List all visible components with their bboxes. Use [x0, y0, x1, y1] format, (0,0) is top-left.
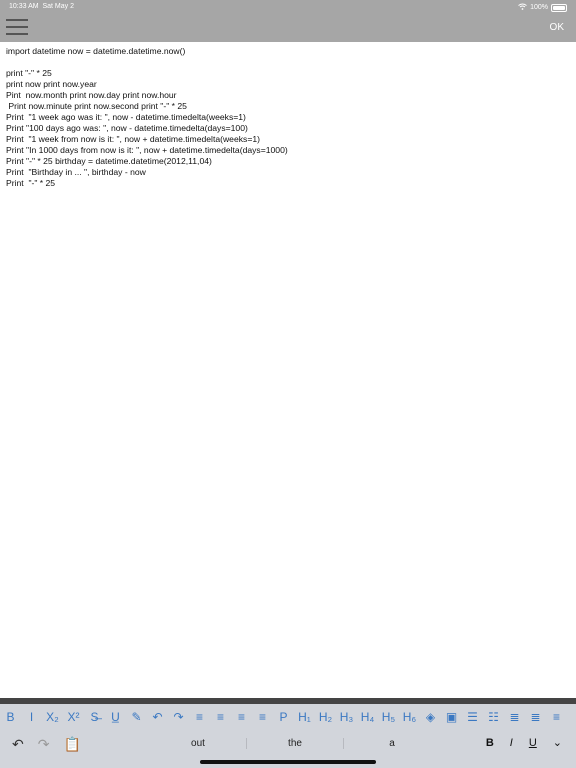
- undo-icon[interactable]: ↶: [152, 710, 163, 724]
- document-line: print now print now.year: [6, 79, 97, 89]
- outdent-icon[interactable]: ≣: [530, 710, 541, 724]
- undo-icon[interactable]: ↶: [12, 736, 24, 752]
- document-line: Print "-" * 25 birthday = datetime.datetime(2012,11,04): [6, 156, 212, 166]
- dismiss-keyboard-icon[interactable]: ⌄: [552, 737, 562, 749]
- document-line: Print "100 days ago was: ", now - datetime.timedelta(days=100): [6, 123, 248, 133]
- redo-icon[interactable]: ↷: [37, 736, 50, 752]
- document-line: import datetime now = datetime.datetime.now(): [6, 46, 186, 56]
- highlight-icon[interactable]: ✎: [131, 710, 142, 724]
- home-indicator: [200, 760, 376, 764]
- document-editor[interactable]: [6, 46, 566, 189]
- more-icon[interactable]: ≡: [552, 710, 560, 724]
- redo-icon[interactable]: ↷: [173, 710, 184, 724]
- indent-icon[interactable]: ≣: [509, 710, 520, 724]
- document-line: Print "1 week ago was it: ", now - datetime.timedelta(weeks=1): [6, 112, 246, 122]
- numbered-list-icon[interactable]: ☷: [488, 710, 499, 724]
- app-toolbar: [0, 14, 576, 42]
- heading-6-icon[interactable]: H₆: [402, 710, 417, 724]
- battery-icon: [551, 4, 567, 12]
- align-left-icon[interactable]: ≡: [195, 710, 203, 724]
- kb-format-keys: [486, 736, 562, 749]
- suggestion-1[interactable]: out: [150, 738, 247, 749]
- wifi-icon: [518, 3, 527, 12]
- document-line: print "-" * 25: [6, 68, 52, 78]
- status-time: 10:33 AM Sat May 2: [9, 3, 74, 10]
- paragraph-icon[interactable]: P: [279, 710, 288, 724]
- document-line: Pint now.month print now.day print now.hour: [6, 90, 177, 100]
- document-line: Print "In 1000 days from now is it: ", now + datetime.timedelta(days=1000): [6, 145, 288, 155]
- heading-1-icon[interactable]: H₁: [298, 710, 311, 724]
- suggestions: [150, 738, 440, 749]
- background-color-icon[interactable]: ▣: [445, 710, 458, 724]
- menu-icon[interactable]: [6, 17, 28, 37]
- paste-icon[interactable]: 📋: [63, 736, 81, 752]
- battery-percent: 100%: [530, 4, 548, 11]
- document-line: Print now.minute print now.second print "-" * 25: [6, 101, 187, 111]
- document-line: Print "1 week from now is it: ", now + datetime.timedelta(weeks=1): [6, 134, 260, 144]
- heading-2-icon[interactable]: H₂: [318, 710, 333, 724]
- kb-italic-button[interactable]: I: [509, 736, 513, 749]
- bold-icon[interactable]: B: [6, 710, 15, 724]
- align-right-icon[interactable]: ≡: [237, 710, 245, 724]
- superscript-icon[interactable]: X²: [67, 710, 80, 724]
- color-icon[interactable]: ◈: [425, 710, 436, 724]
- suggestion-3[interactable]: a: [389, 738, 395, 749]
- status-bar: [0, 0, 576, 14]
- heading-4-icon[interactable]: H₄: [360, 710, 375, 724]
- align-center-icon[interactable]: ≡: [216, 710, 224, 724]
- heading-5-icon[interactable]: H₅: [381, 710, 396, 724]
- suggestion-2[interactable]: the: [247, 738, 344, 749]
- italic-icon[interactable]: I: [29, 710, 34, 724]
- ok-button[interactable]: OK: [549, 22, 564, 33]
- document-line: [6, 57, 566, 68]
- bullet-list-icon[interactable]: ☰: [467, 710, 478, 724]
- kb-bold-button[interactable]: B: [485, 736, 494, 749]
- justify-icon[interactable]: ≡: [258, 710, 266, 724]
- kb-underline-button[interactable]: U: [528, 736, 537, 749]
- heading-3-icon[interactable]: H₃: [339, 710, 354, 724]
- status-right: [518, 3, 567, 12]
- subscript-icon[interactable]: X₂: [46, 710, 59, 724]
- strikethrough-icon[interactable]: S̶: [90, 710, 99, 724]
- kb-left-actions: [12, 736, 81, 753]
- document-line: Print "Birthday in ... ", birthday - now: [6, 167, 146, 177]
- underline-icon[interactable]: U̲: [111, 710, 120, 724]
- document-line: Print "-" * 25: [6, 178, 56, 188]
- format-toolbar: [0, 704, 576, 730]
